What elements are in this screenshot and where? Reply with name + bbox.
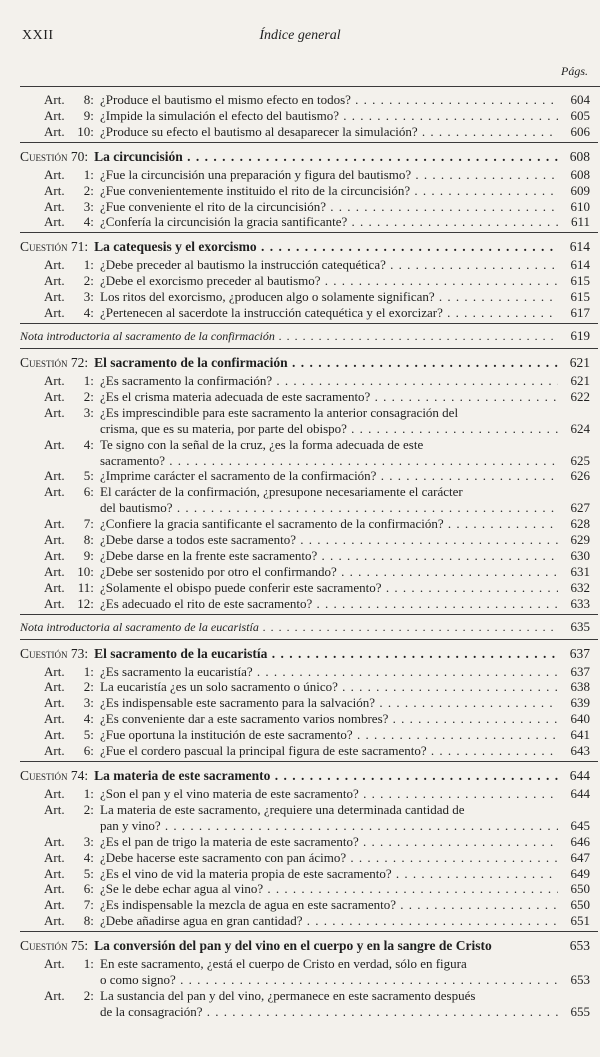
article-number: 4: bbox=[83, 214, 94, 230]
note-title: Nota introductoria al sacramento de la confirmación . . . bbox=[20, 328, 558, 344]
article-label bbox=[20, 881, 100, 897]
article-prefix: Art. bbox=[44, 214, 65, 230]
article-prefix: Art. bbox=[44, 865, 65, 881]
page-number: 611 bbox=[570, 214, 590, 230]
article-label bbox=[20, 108, 100, 124]
article-prefix: Art. bbox=[44, 849, 65, 865]
article-question-line-2: pan y vino? . . . bbox=[100, 818, 558, 834]
article-question: ¿Fue el cordero pascual la principal figura de este sacramento? . . . bbox=[100, 743, 558, 759]
question-title: El sacramento de la eucaristía . . . bbox=[94, 645, 558, 662]
article-prefix: Art. bbox=[44, 372, 65, 388]
article-question bbox=[100, 988, 558, 1020]
article-question-line-2: sacramento? . . . bbox=[100, 453, 558, 469]
article-question-line-1: ¿Es imprescindible para este sacramento la anterior consagración del bbox=[100, 404, 459, 420]
article-question: ¿Es el vino de vid la materia propia de este sacramento? . . . bbox=[100, 866, 558, 882]
article-question-line-1: La sustancia del pan y del vino, ¿permanece en este sacramento después bbox=[100, 987, 476, 1003]
page-number: 614 bbox=[569, 239, 590, 255]
article-label bbox=[20, 695, 100, 711]
article-number: 4: bbox=[83, 849, 94, 865]
page-number: 609 bbox=[570, 182, 590, 198]
article-label bbox=[20, 711, 100, 727]
page-number: 608 bbox=[570, 166, 590, 182]
article-entry bbox=[20, 850, 598, 866]
article-question: ¿Debe darse a todos este sacramento? . . . bbox=[100, 532, 558, 548]
article-prefix: Art. bbox=[44, 956, 65, 972]
article-entry bbox=[20, 124, 598, 140]
article-label bbox=[20, 214, 100, 230]
article-entry bbox=[20, 437, 598, 469]
article-entry bbox=[20, 711, 598, 727]
question-number: Cuestión 72: bbox=[20, 354, 89, 370]
article-entry bbox=[20, 167, 598, 183]
article-question: ¿Es indispensable la mezcla de agua en este sacramento? . . . bbox=[100, 897, 558, 913]
article-label bbox=[20, 548, 100, 564]
article-question: ¿Es el pan de trigo la materia de este sacramento? . . . bbox=[100, 834, 558, 850]
article-prefix: Art. bbox=[44, 727, 65, 743]
article-label bbox=[20, 257, 100, 273]
page-number: 638 bbox=[570, 679, 590, 695]
article-question-line-2: del bautismo? . . . bbox=[100, 500, 558, 516]
article-number: 9: bbox=[83, 107, 94, 123]
article-label bbox=[20, 405, 100, 421]
table-of-contents bbox=[20, 92, 598, 1020]
article-prefix: Art. bbox=[44, 468, 65, 484]
header-rule bbox=[20, 86, 600, 87]
article-question: ¿Imprime carácter el sacramento de la confirmación? . . . bbox=[100, 468, 558, 484]
article-question bbox=[100, 802, 558, 834]
article-entry bbox=[20, 596, 598, 612]
question-title: La catequesis y el exorcismo . . . bbox=[94, 238, 558, 255]
article-prefix: Art. bbox=[44, 663, 65, 679]
page-number: 615 bbox=[570, 289, 590, 305]
article-number: 2: bbox=[83, 273, 94, 289]
article-question: ¿Se le debe echar agua al vino? . . . bbox=[100, 881, 558, 897]
page-number: 606 bbox=[570, 123, 590, 139]
article-label bbox=[20, 183, 100, 199]
article-question: La eucaristía ¿es un solo sacramento o único? . . . bbox=[100, 679, 558, 695]
page-number: 625 bbox=[570, 452, 590, 468]
article-prefix: Art. bbox=[44, 881, 65, 897]
article-prefix: Art. bbox=[44, 123, 65, 139]
article-number: 2: bbox=[83, 182, 94, 198]
question-heading bbox=[20, 639, 598, 662]
article-entry bbox=[20, 913, 598, 929]
article-label bbox=[20, 596, 100, 612]
article-prefix: Art. bbox=[44, 388, 65, 404]
article-prefix: Art. bbox=[44, 743, 65, 759]
page-number: 617 bbox=[570, 305, 590, 321]
article-number: 9: bbox=[83, 547, 94, 563]
article-prefix: Art. bbox=[44, 289, 65, 305]
article-prefix: Art. bbox=[44, 801, 65, 817]
article-number: 3: bbox=[83, 289, 94, 305]
article-entry bbox=[20, 548, 598, 564]
page-number: 649 bbox=[570, 865, 590, 881]
article-entry bbox=[20, 468, 598, 484]
note-title: Nota introductoria al sacramento de la eucaristía . . . bbox=[20, 619, 558, 635]
question-title: La conversión del pan y del vino en el cuerpo y en la sangre de Cristo bbox=[94, 938, 492, 954]
article-label bbox=[20, 289, 100, 305]
page-number: 630 bbox=[570, 547, 590, 563]
article-question: ¿Es sacramento la eucaristía? . . . bbox=[100, 664, 558, 680]
article-label bbox=[20, 273, 100, 289]
page-number: 639 bbox=[570, 695, 590, 711]
article-question: ¿Es sacramento la confirmación? . . . bbox=[100, 373, 558, 389]
article-number: 6: bbox=[83, 743, 94, 759]
article-label bbox=[20, 743, 100, 759]
question-heading bbox=[20, 761, 598, 784]
article-prefix: Art. bbox=[44, 563, 65, 579]
page-number: 604 bbox=[570, 92, 590, 107]
question-number: Cuestión 71: bbox=[20, 239, 89, 255]
page-number: 633 bbox=[570, 595, 590, 611]
article-prefix: Art. bbox=[44, 92, 65, 107]
question-title: El sacramento de la confirmación . . . bbox=[94, 354, 558, 371]
page-number: 626 bbox=[570, 468, 590, 484]
article-prefix: Art. bbox=[44, 107, 65, 123]
article-entry bbox=[20, 257, 598, 273]
article-entry bbox=[20, 405, 598, 437]
article-prefix: Art. bbox=[44, 273, 65, 289]
article-number: 7: bbox=[83, 897, 94, 913]
article-question: ¿Pertenecen al sacerdote la instrucción catequética y el exorcizar? . . . bbox=[100, 305, 558, 321]
article-prefix: Art. bbox=[44, 404, 65, 420]
page-number: 646 bbox=[570, 833, 590, 849]
article-entry bbox=[20, 389, 598, 405]
article-entry bbox=[20, 214, 598, 230]
article-label bbox=[20, 484, 100, 500]
page-number: 610 bbox=[570, 198, 590, 214]
article-number: 2: bbox=[83, 388, 94, 404]
question-title: La circuncisión . . . bbox=[94, 148, 558, 165]
article-number: 11: bbox=[77, 579, 94, 595]
page-number: 641 bbox=[570, 727, 590, 743]
page-number: 632 bbox=[570, 579, 590, 595]
article-label bbox=[20, 802, 100, 818]
article-label bbox=[20, 866, 100, 882]
article-question: ¿Debe ser sostenido por otro el confirmando? . . . bbox=[100, 564, 558, 580]
article-question: ¿Confería la circuncisión la gracia santificante? . . . bbox=[100, 214, 558, 230]
article-question: ¿Debe añadirse agua en gran cantidad? . . . bbox=[100, 913, 558, 929]
article-entry bbox=[20, 786, 598, 802]
article-number: 2: bbox=[83, 987, 94, 1003]
article-question-line-2: crisma, que es su materia, por parte del obispo? . . . bbox=[100, 421, 558, 437]
article-number: 8: bbox=[83, 92, 94, 107]
article-question bbox=[100, 405, 558, 437]
article-entry bbox=[20, 516, 598, 532]
article-label bbox=[20, 850, 100, 866]
article-prefix: Art. bbox=[44, 679, 65, 695]
article-prefix: Art. bbox=[44, 833, 65, 849]
article-question: ¿Fue convenientemente instituido el rito de la circuncisión? . . . bbox=[100, 183, 558, 199]
article-number: 8: bbox=[83, 532, 94, 548]
article-question bbox=[100, 484, 558, 516]
article-prefix: Art. bbox=[44, 987, 65, 1003]
article-prefix: Art. bbox=[44, 579, 65, 595]
article-question: ¿Produce su efecto el bautismo al desaparecer la simulación? . . . bbox=[100, 124, 558, 140]
article-label bbox=[20, 516, 100, 532]
article-question: ¿Fue la circuncisión una preparación y figura del bautismo? . . . bbox=[100, 167, 558, 183]
article-number: 1: bbox=[83, 663, 94, 679]
article-prefix: Art. bbox=[44, 897, 65, 913]
article-entry bbox=[20, 373, 598, 389]
article-number: 10: bbox=[77, 123, 94, 139]
article-question bbox=[100, 956, 558, 988]
article-number: 5: bbox=[83, 727, 94, 743]
article-label bbox=[20, 564, 100, 580]
article-entry bbox=[20, 834, 598, 850]
article-label bbox=[20, 834, 100, 850]
page-number: 644 bbox=[570, 786, 590, 801]
article-question: ¿Debe darse en la frente este sacramento? . . . bbox=[100, 548, 558, 564]
article-question: Los ritos del exorcismo, ¿producen algo o solamente significan? . . . bbox=[100, 289, 558, 305]
article-prefix: Art. bbox=[44, 436, 65, 452]
question-heading bbox=[20, 931, 598, 954]
article-question: ¿Es indispensable este sacramento para la salvación? . . . bbox=[100, 695, 558, 711]
article-number: 1: bbox=[83, 372, 94, 388]
article-label bbox=[20, 437, 100, 453]
article-number: 5: bbox=[83, 468, 94, 484]
article-number: 3: bbox=[83, 404, 94, 420]
article-number: 4: bbox=[83, 436, 94, 452]
article-entry bbox=[20, 273, 598, 289]
article-label bbox=[20, 532, 100, 548]
question-number: Cuestión 73: bbox=[20, 645, 89, 661]
page-column-label: Págs. bbox=[561, 64, 588, 78]
question-number: Cuestión 75: bbox=[20, 938, 89, 954]
article-question-line-1: La materia de este sacramento, ¿requiere una determinada cantidad de bbox=[100, 801, 465, 817]
article-number: 12: bbox=[77, 595, 94, 611]
article-entry bbox=[20, 580, 598, 596]
article-label bbox=[20, 664, 100, 680]
article-question: ¿Solamente el obispo puede conferir este sacramento? . . . bbox=[100, 580, 558, 596]
page-number: 605 bbox=[570, 107, 590, 123]
question-heading bbox=[20, 142, 598, 165]
article-prefix: Art. bbox=[44, 547, 65, 563]
article-question: ¿Confiere la gracia santificante el sacramento de la confirmación? . . . bbox=[100, 516, 558, 532]
article-number: 6: bbox=[83, 881, 94, 897]
page-number: 615 bbox=[570, 273, 590, 289]
article-question: ¿Fue oportuna la institución de este sacramento? . . . bbox=[100, 727, 558, 743]
article-prefix: Art. bbox=[44, 695, 65, 711]
article-entry bbox=[20, 695, 598, 711]
page-number: 650 bbox=[570, 881, 590, 897]
article-number: 1: bbox=[83, 786, 94, 801]
article-question: ¿Produce el bautismo el mismo efecto en todos? . . . bbox=[100, 92, 558, 108]
article-prefix: Art. bbox=[44, 913, 65, 929]
article-label bbox=[20, 167, 100, 183]
page-number: 608 bbox=[569, 148, 590, 164]
page-number: 651 bbox=[570, 913, 590, 929]
introductory-note bbox=[20, 614, 598, 637]
article-number: 3: bbox=[83, 695, 94, 711]
page-number: 644 bbox=[569, 768, 590, 783]
article-number: 4: bbox=[83, 305, 94, 321]
article-entry bbox=[20, 956, 598, 988]
article-label bbox=[20, 786, 100, 802]
page-number: 621 bbox=[570, 372, 590, 388]
article-label bbox=[20, 373, 100, 389]
article-label bbox=[20, 199, 100, 215]
article-number: 8: bbox=[83, 913, 94, 929]
article-prefix: Art. bbox=[44, 182, 65, 198]
article-entry bbox=[20, 743, 598, 759]
article-question: ¿Impide la simulación el efecto del bautismo? . . . bbox=[100, 108, 558, 124]
article-label bbox=[20, 305, 100, 321]
page-number: 629 bbox=[570, 532, 590, 548]
article-question: ¿Debe preceder al bautismo la instrucción catequética? . . . bbox=[100, 257, 558, 273]
article-entry bbox=[20, 664, 598, 680]
article-entry bbox=[20, 108, 598, 124]
page-folio: XXII bbox=[22, 28, 54, 43]
article-question: ¿Es el crisma materia adecuada de este sacramento? . . . bbox=[100, 389, 558, 405]
article-question: ¿Fue conveniente el rito de la circuncisión? . . . bbox=[100, 199, 558, 215]
article-label bbox=[20, 679, 100, 695]
article-entry bbox=[20, 199, 598, 215]
article-number: 3: bbox=[83, 833, 94, 849]
article-prefix: Art. bbox=[44, 595, 65, 611]
page-number: 647 bbox=[570, 849, 590, 865]
article-label bbox=[20, 988, 100, 1004]
article-entry bbox=[20, 679, 598, 695]
page-number: 619 bbox=[570, 327, 590, 343]
page-number: 640 bbox=[570, 711, 590, 727]
article-number: 1: bbox=[83, 166, 94, 182]
article-entry bbox=[20, 484, 598, 516]
question-title: La materia de este sacramento . . . bbox=[94, 767, 558, 784]
page-number: 628 bbox=[570, 516, 590, 532]
article-entry bbox=[20, 727, 598, 743]
page-number: 653 bbox=[569, 938, 590, 954]
page-number: 645 bbox=[570, 817, 590, 833]
article-question-line-1: Te signo con la señal de la cruz, ¿es la forma adecuada de este bbox=[100, 436, 424, 452]
page-number: 653 bbox=[570, 972, 590, 988]
page-number: 631 bbox=[570, 563, 590, 579]
article-prefix: Art. bbox=[44, 198, 65, 214]
page-number: 614 bbox=[570, 257, 590, 273]
article-question: ¿Es adecuado el rito de este sacramento? . . . bbox=[100, 596, 558, 612]
article-prefix: Art. bbox=[44, 305, 65, 321]
article-number: 2: bbox=[83, 679, 94, 695]
question-number: Cuestión 70: bbox=[20, 148, 89, 164]
article-entry bbox=[20, 881, 598, 897]
question-heading bbox=[20, 232, 598, 255]
page-number: 624 bbox=[570, 420, 590, 436]
article-prefix: Art. bbox=[44, 532, 65, 548]
article-label bbox=[20, 580, 100, 596]
article-prefix: Art. bbox=[44, 166, 65, 182]
article-entry bbox=[20, 183, 598, 199]
article-question: ¿Debe hacerse este sacramento con pan ácimo? . . . bbox=[100, 850, 558, 866]
article-entry bbox=[20, 988, 598, 1020]
article-number: 7: bbox=[83, 516, 94, 532]
article-question: ¿Es conveniente dar a este sacramento varios nombres? . . . bbox=[100, 711, 558, 727]
article-prefix: Art. bbox=[44, 516, 65, 532]
page-number: 650 bbox=[570, 897, 590, 913]
article-number: 6: bbox=[83, 484, 94, 500]
article-label bbox=[20, 389, 100, 405]
article-prefix: Art. bbox=[44, 786, 65, 801]
article-prefix: Art. bbox=[44, 711, 65, 727]
article-label bbox=[20, 92, 100, 108]
article-prefix: Art. bbox=[44, 257, 65, 273]
article-number: 4: bbox=[83, 711, 94, 727]
article-label bbox=[20, 468, 100, 484]
article-prefix: Art. bbox=[44, 484, 65, 500]
page-number: 635 bbox=[570, 618, 590, 634]
article-entry bbox=[20, 532, 598, 548]
introductory-note bbox=[20, 323, 598, 346]
article-number: 10: bbox=[77, 563, 94, 579]
article-question-line-1: El carácter de la confirmación, ¿presupone necesariamente el carácter bbox=[100, 484, 463, 500]
article-question-line-1: En este sacramento, ¿está el cuerpo de Cristo en verdad, sólo en figura bbox=[100, 956, 467, 972]
article-label bbox=[20, 897, 100, 913]
article-entry bbox=[20, 92, 598, 108]
article-number: 2: bbox=[83, 801, 94, 817]
article-number: 3: bbox=[83, 198, 94, 214]
article-question-line-2: o como signo? . . . bbox=[100, 972, 558, 988]
article-number: 5: bbox=[83, 865, 94, 881]
article-label bbox=[20, 913, 100, 929]
article-entry bbox=[20, 289, 598, 305]
question-heading bbox=[20, 348, 598, 371]
page-number: 627 bbox=[570, 500, 590, 516]
page-number: 643 bbox=[570, 743, 590, 759]
article-entry bbox=[20, 897, 598, 913]
article-entry bbox=[20, 305, 598, 321]
question-number: Cuestión 74: bbox=[20, 768, 89, 783]
article-number: 1: bbox=[83, 257, 94, 273]
article-entry bbox=[20, 564, 598, 580]
article-question: ¿Debe el exorcismo preceder al bautismo? . . . bbox=[100, 273, 558, 289]
article-entry bbox=[20, 802, 598, 834]
article-question-line-2: de la consagración? . . . bbox=[100, 1004, 558, 1020]
page-number: 637 bbox=[569, 645, 590, 661]
page-number: 622 bbox=[570, 388, 590, 404]
article-label bbox=[20, 956, 100, 972]
page-number: 655 bbox=[570, 1003, 590, 1019]
article-label bbox=[20, 727, 100, 743]
page-number: 637 bbox=[570, 663, 590, 679]
page-number: 621 bbox=[569, 354, 590, 370]
article-question bbox=[100, 437, 558, 469]
running-title: Índice general bbox=[259, 28, 341, 43]
article-question: ¿Son el pan y el vino materia de este sacramento? . . . bbox=[100, 786, 558, 802]
article-entry bbox=[20, 866, 598, 882]
article-label bbox=[20, 124, 100, 140]
article-number: 1: bbox=[83, 956, 94, 972]
